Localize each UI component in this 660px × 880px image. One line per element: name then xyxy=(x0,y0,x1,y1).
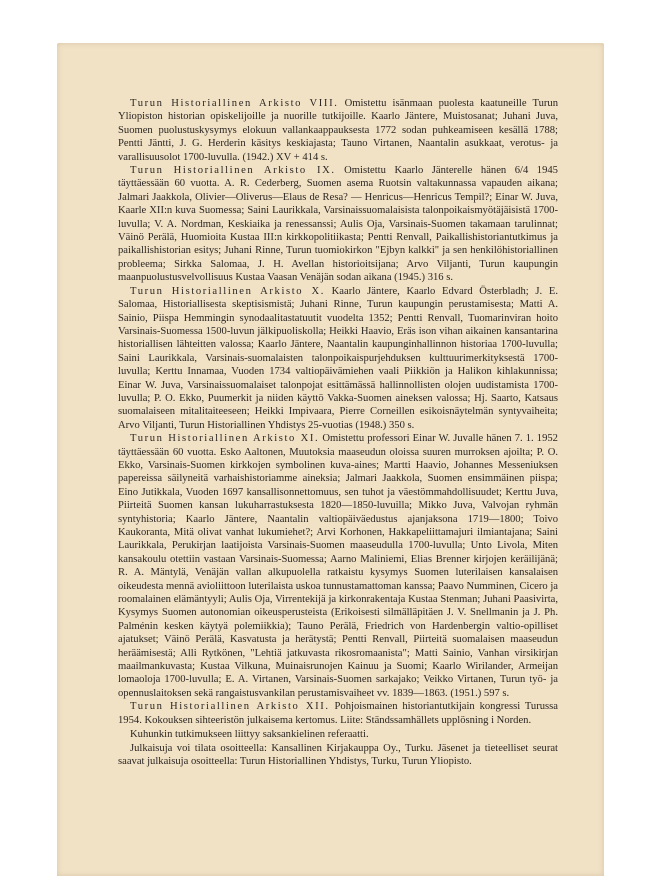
entry-body: Omistettu professori Einar W. Juvalle hänen 7. 1. 1952 täyttäessään 60 vuotta. Esko Aaltonen, Muutoksia maaseudun oloissa suuren murroksen ajoilta; P. O. Ekko, Varsinais-Suomen kirkkojen symbolinen kuva-aines; Martti Haavio, Johannes Messeniuksen papereissa säilyneitä varhaishistoriamme aineksia; Jalmari Jaakkola, Suomen ensimmäinen piispa; Eino Jutikkala, Vuoden 1697 kansallisonnettomuus, sen tuhot ja väestömmahdollisuudet; Kerttu Juva, Piirteitä Suomen kansan lukuharrastuksesta 1820—1850-luvuilla; Mikko Juva, Valvojan ryhmän syntyhistoria; Kaarlo Jäntere, Naantalin valtiopäiväedustus ajanjaksona 1719—1800; Toivo Kaukoranta, Mitä olivat vanhat lukumiehet?; Arvi Korhonen, Hakkapeliittamajuri ilmiantajana; Saini Laurikkala, Perukirjan laatijoista Varsinais-Suomen maaseudulla 1700-luvulla; Unto Livola, Miten kansakoulu otettiin vastaan Varsinais-Suomessa; Aarno Maliniemi, Elias Brenner kirjojen keräilijänä; R. A. Mäntylä, Venäjän vallan alkupuolella ratkaistu kysymys Suomen luterilaisen kansalaisen oikeudesta mennä avioliittoon luterilaista uskoa tunnustamattoman kanssa; Paavo Numminen, Cicero ja roomalainen elämäntyyli; Aulis Oja, Virrentekijä ja kirkonrakentaja Kustaa Stenman; Juhani Paasivirta, Kysymys Suomen autonomian oikeusperusteista (Erikoisesti silmälläpitäen J. V. Snellmanin ja J. Ph. Palménin kesken käytyä polemiikkia); Tauno Perälä, Friedrich von Hardenbergin valtio-opilliset ajatukset; Väinö Perälä, Kasvatusta ja herätystä; Pentti Renvall, Piirteitä suomalaisen maaseudun heräämisestä; Alli Rytkönen, "Lehtiä jatkuvasta rikosromaanista"; Matti Sainio, Vanhan virsikirjan maailmankuvasta; Kustaa Vilkuna, Muinaisrunojen Kainuu ja Suomi; Kaarlo Wirilander, Armeijan lomaoloja 1700-luvulla; E. A. Virtanen, Varsinais-Suomen sarkajako; Veikko Virtanen, Turun työ- ja opennuslaitoksen sekä rangaistusvankilan perustamisvaiheet vv. 1839—1863. (1951.) 597 s. xyxy=(118,433,558,699)
catalogue-text xyxy=(118,97,558,768)
entry-body: Kaarlo Jäntere, Kaarlo Edvard Österbladh; J. E. Salomaa, Historiallisesta skeptisismistä; Juhani Rinne, Turun kaupungin perustamisesta; Matti A. Sainio, Piispa Hemmingin synodaalitastatuutit vuodelta 1352; Pentti Renvall, Tuomarinviran hoito Varsinais-Suomessa 1500-luvun jälkipuoliskolla; Heikki Haavio, Eräs ison vihan aikainen kansantarina historiallisen lähteitten valossa; Kaarlo Jäntere, Naantalin kaupunginhallinnon historiaa 1700-luvulla; Saini Laurikkala, Varsinais-suomalaisten talonpoikaispurjehduksen kulttuurimerkityksestä 1700-luvulla; Kerttu Innamaa, Vuoden 1734 valtiopäivämiehen vaali Piikkiön ja Halikon kihlakunnissa; Einar W. Juva, Varsinaissuomalaiset talonpojat esittämässä hallinnollisten olojen uudistamista 1700-luvulla; P. O. Ekko, Puumerkit ja niiden käyttö Vakka-Suomen aineksen valossa; Hj. Saarto, Katsaus suomalaiseen mitalitaiteeseen; Heikki Impivaara, Pierre Corneillen esikoisnäytelmän syntyvaiheita; Arvo Viljanti, Turun Historiallinen Yhdistys 25-vuotias (1948.) 350 s. xyxy=(118,285,559,431)
entry-body: Omistettu isänmaan puolesta kaatuneille Turun Yliopiston historian opiskelijoille ja nuorille tutkijoille. Kaarlo Jäntere, Muistosanat; Juhani Juva, Suomen puolustuskysymys elokuun vallankaappauksesta 1772 sodan puhkeamiseen kesällä 1788; Pentti Jäntti, J. G. Herderin käsitys keskiajasta; Tauno Virtanen, Naantalin asukkaat, verotus- ja varallisuusolot 1700-luvulla. (1942.) XV + 414 s. xyxy=(118,98,558,163)
series-title: Turun Historiallinen Arkisto IX. xyxy=(130,165,336,177)
entry-xii xyxy=(118,700,558,727)
publication-notes xyxy=(118,728,558,768)
series-title: Turun Historiallinen Arkisto X. xyxy=(130,285,325,297)
series-title: Turun Historiallinen Arkisto XI. xyxy=(130,433,320,445)
referaatti-note: Kuhunkin tutkimukseen liittyy saksankielinen referaatti. xyxy=(130,729,369,741)
entry-body: Omistettu Kaarlo Jänterelle hänen 6/4 1945 täyttäessään 60 vuotta. A. R. Cederberg, Suomen asema Ruotsin valtakunnassa vapauden aikana; Jalmari Jaakkola, Olivier—Oliverus—Elaus de Resa? — Henricus—Henricus Tempil?; Einar W. Juva, Kaarle XII:n kuva Suomessa; Saini Laurikkala, Varsinaissuomalaisista talonpoikaismyötäjäisistä 1700-luvulla; V. A. Nordman, Keskiaika ja renessanssi; Aulis Oja, Varsinais-Suomen takamaan tarulinnat; Väinö Perälä, Huomioita Kustaa III:n kirkkopolitiikasta; Pentti Renvall, Paikallishistoriantutkimus ja paikallishistorian esitys; Juhani Rinne, Turun tuomiokirkon "Ejbyn kalkki" ja sen henkilöhistoriallinen probleema; Sirkka Salomaa, J. H. Avellan historioitsijana; Arvo Viljanti, Turun kaupungin maanpuolustusvelvollisuus Kustaa Vaasan Venäjän sodan aikana (1945.) 316 s. xyxy=(118,165,558,284)
ordering-note: Julkaisuja voi tilata osoitteella: Kansallinen Kirjakauppa Oy., Turku. Jäsenet ja tieteelliset seurat saavat julkaisuja osoitteella: Turun Historiallinen Yhdistys, Turku, Turun Yliopisto. xyxy=(118,742,558,767)
entry-x xyxy=(118,285,558,432)
entry-ix xyxy=(118,164,558,285)
entry-xi xyxy=(118,432,558,700)
series-title: Turun Historiallinen Arkisto VIII. xyxy=(130,98,339,109)
entry-viii xyxy=(118,97,558,164)
entry-body: Pohjoismainen historiantutkijain kongressi Turussa 1954. Kokouksen sihteeristön julkaisema kertomus. Liite: Ständssamhällets upplösning i Norden. xyxy=(118,701,559,726)
series-title: Turun Historiallinen Arkisto XII. xyxy=(130,701,330,713)
